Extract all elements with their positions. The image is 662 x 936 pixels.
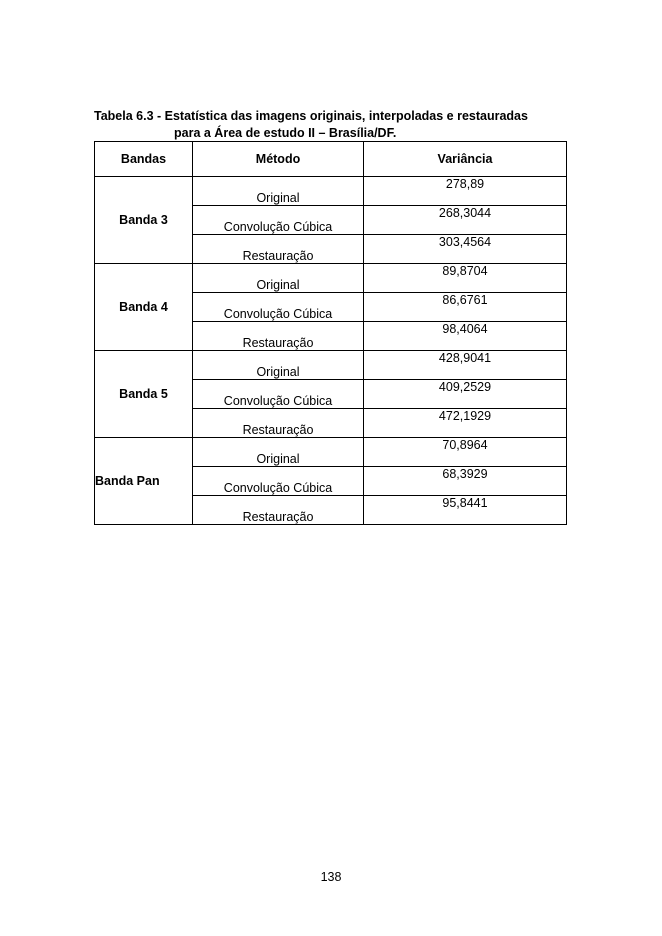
variance-cell: 472,1929 [364, 409, 567, 438]
variance-cell: 409,2529 [364, 380, 567, 409]
method-cell: Original [193, 177, 364, 206]
variance-cell: 70,8964 [364, 438, 567, 467]
caption-line-2: para a Área de estudo II – Brasília/DF. [174, 126, 397, 140]
caption-line-1: Tabela 6.3 - Estatística das imagens originais, interpoladas e restauradas [94, 109, 528, 123]
variance-cell: 89,8704 [364, 264, 567, 293]
table-row [95, 351, 567, 380]
variance-cell: 98,4064 [364, 322, 567, 351]
variance-cell: 95,8441 [364, 496, 567, 525]
table-row [95, 177, 567, 206]
column-header-bands: Bandas [95, 142, 193, 177]
table-row [95, 438, 567, 467]
variance-cell: 86,6761 [364, 293, 567, 322]
band-cell: Banda 5 [95, 351, 193, 438]
variance-cell: 278,89 [364, 177, 567, 206]
method-cell: Restauração [193, 235, 364, 264]
variance-cell: 428,9041 [364, 351, 567, 380]
column-header-variance: Variância [364, 142, 567, 177]
method-cell: Restauração [193, 409, 364, 438]
variance-cell: 68,3929 [364, 467, 567, 496]
table-row [95, 264, 567, 293]
column-header-method: Método [193, 142, 364, 177]
variance-cell: 268,3044 [364, 206, 567, 235]
method-cell: Convolução Cúbica [193, 380, 364, 409]
method-cell: Original [193, 264, 364, 293]
method-cell: Restauração [193, 322, 364, 351]
method-cell: Original [193, 438, 364, 467]
page-number: 138 [320, 870, 342, 884]
statistics-table [94, 141, 567, 525]
method-cell: Convolução Cúbica [193, 467, 364, 496]
band-cell: Banda 3 [95, 177, 193, 264]
table-header-row [95, 142, 567, 177]
method-cell: Original [193, 351, 364, 380]
method-cell: Convolução Cúbica [193, 206, 364, 235]
variance-cell: 303,4564 [364, 235, 567, 264]
method-cell: Restauração [193, 496, 364, 525]
table-caption [94, 108, 566, 142]
method-cell: Convolução Cúbica [193, 293, 364, 322]
band-cell: Banda 4 [95, 264, 193, 351]
band-cell: Banda Pan [95, 438, 193, 525]
